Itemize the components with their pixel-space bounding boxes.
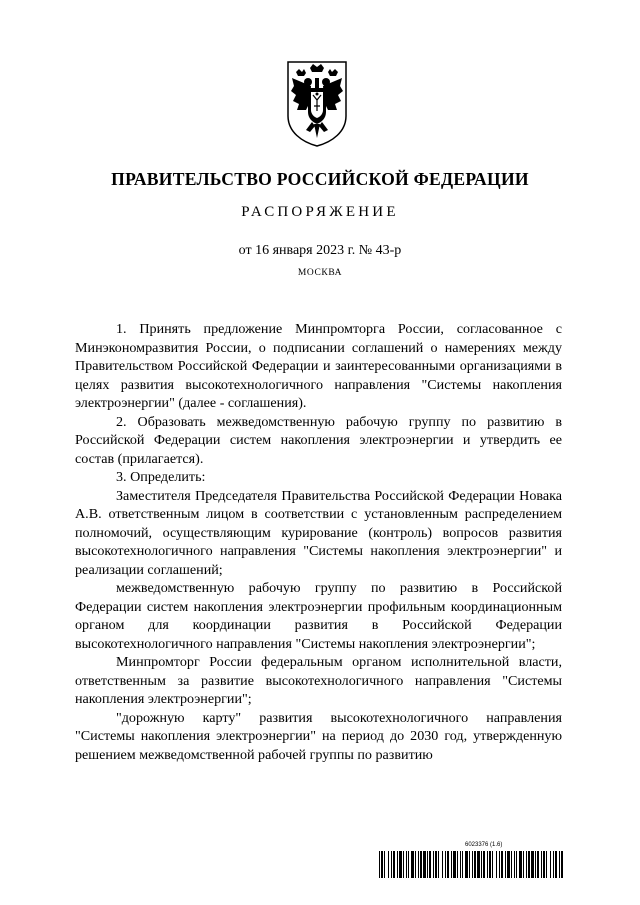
paragraph-5: межведомственную рабочую группу по развитию в Российской Федерации систем накопления электроэнергии профильным координационным органом для координации развития в Российской Федерации высокотехнологичного направления "Системы накопления электроэнергии"; xyxy=(75,580,562,652)
document-type: РАСПОРЯЖЕНИЕ xyxy=(241,204,399,220)
paragraph-2: 2. Образовать межведомственную рабочую группу по развитию в Российской Федерации систем накопления электроэнергии и утвердить ее состав (прилагается). xyxy=(75,413,562,467)
paragraph-1: 1. Принять предложение Минпромторга России, согласованное с Минэкономразвития России, о подписании соглашений о намерениях между Правительством Российской Федерации и заинтересованными организациями в целях развития высокотехнологичного направления "Системы накопления электроэнергии" (далее - соглашения). xyxy=(75,321,562,411)
barcode-icon xyxy=(379,851,563,878)
paragraph-6: Минпромторг России федеральным органом исполнительной власти, ответственным за развитие высокотехнологичного направления "Системы накопления электроэнергии"; xyxy=(75,654,562,707)
russian-coat-of-arms-icon xyxy=(282,58,352,148)
paragraph-7: "дорожную карту" развития высокотехнологичного направления "Системы накопления электроэнергии" на период до 2030 год, утвержденную решением межведомственной рабочей группы по развитию xyxy=(75,709,562,763)
organization-title: ПРАВИТЕЛЬСТВО РОССИЙСКОЙ ФЕДЕРАЦИИ xyxy=(111,169,529,189)
document-body xyxy=(75,320,562,764)
barcode-number: 6023376 (1.6) xyxy=(465,842,503,848)
paragraph-4: Заместителя Председателя Правительства Российской Федерации Новака А.В. ответственным лицом в соответствии с установленным распределением полномочий, осуществляющим курирование (контроль) вопросов развития высокотехнологичного направления "Системы накопления электроэнергии" и реализации соглашений; xyxy=(75,487,562,578)
date-and-number: от 16 января 2023 г. № 43-р xyxy=(238,243,402,258)
paragraph-3: 3. Определить: xyxy=(116,469,206,485)
city: МОСКВА xyxy=(297,268,343,278)
